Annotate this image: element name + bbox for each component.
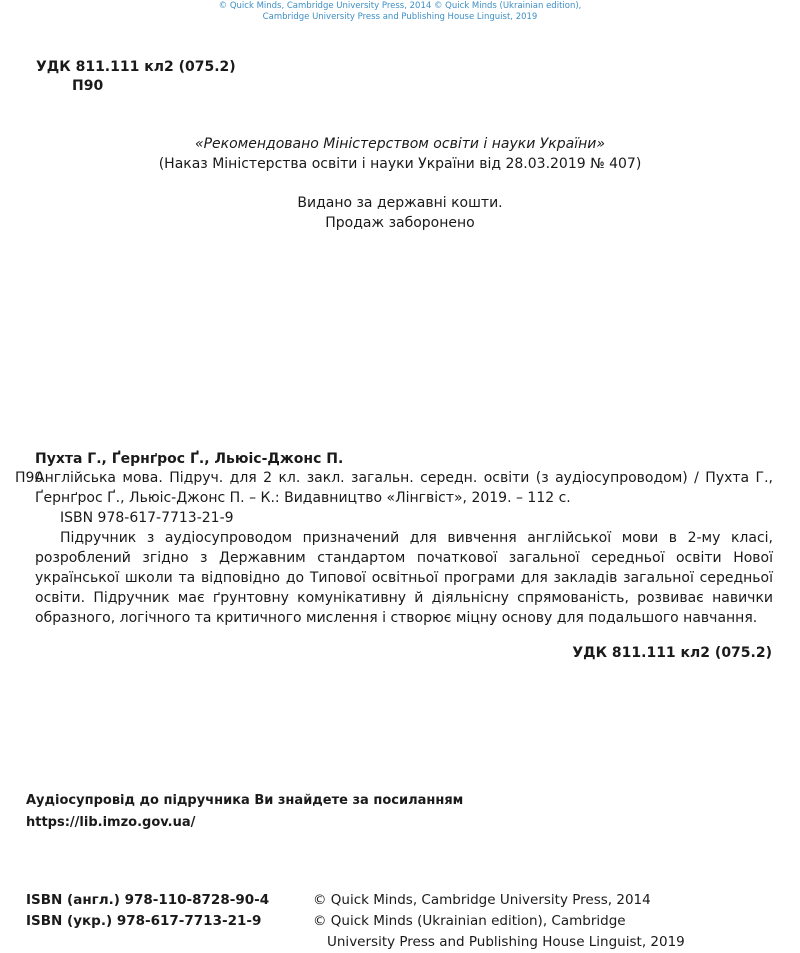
author-mark: П90 [15, 470, 44, 486]
recommendation-line: «Рекомендовано Міністерством освіти і науки України» [194, 136, 606, 152]
authors-heading: Пухта Г., Ґернґрос Ґ., Льюіс-Джонс П. [35, 451, 344, 467]
audio-label: Аудіосупровід до підручника Ви знайдете за посиланням [26, 793, 464, 808]
copyright-line2: © Quick Minds (Ukrainian edition), Cambridge [313, 913, 626, 929]
isbn-block [26, 890, 269, 932]
order-line: (Наказ Міністерства освіти і науки України від 28.03.2019 № 407) [158, 156, 642, 172]
audio-section [26, 790, 463, 834]
isbn-ukrainian: ISBN (укр.) 978-617-7713-21-9 [26, 913, 262, 929]
copyright-line3: University Press and Publishing House Linguist, 2019 [327, 934, 685, 950]
audio-link[interactable]: https://lib.imzo.gov.ua/ [26, 815, 196, 830]
funding-note [0, 193, 800, 233]
copyright-block [313, 890, 685, 953]
udk-code-bottom: УДК 811.111 кл2 (075.2) [572, 645, 772, 661]
bibliographic-entry [15, 468, 773, 508]
top-copyright [0, 1, 800, 23]
copyright-line1: © Quick Minds, Cambridge University Press, 2014 [313, 892, 651, 908]
ministry-recommendation [0, 134, 800, 174]
top-copyright-line1: © Quick Minds, Cambridge University Press, 2014 © Quick Minds (Ukrainian edition), [218, 1, 582, 11]
isbn-line: ISBN 978-617-7713-21-9 [60, 510, 234, 526]
bibliographic-text: Англійська мова. Підруч. для 2 кл. закл. загальн. середн. освіти (з аудіосупроводом) / Пухта Г., Ґернґрос Ґ., Льюіс-Джонс П. – К.: Видавництво «Лінгвіст», 2019. – 112 с. [35, 470, 773, 506]
isbn-english: ISBN (англ.) 978-110-8728-90-4 [26, 892, 270, 908]
sale-prohibited-line: Продаж заборонено [325, 215, 475, 231]
top-copyright-line2: Cambridge University Press and Publishing House Linguist, 2019 [262, 12, 538, 22]
funding-line: Видано за державні кошти. [297, 195, 503, 211]
abstract-paragraph: Підручник з аудіосупроводом призначений для вивчення англійської мови в 2-му класі, розроблений згідно з Державним стандартом початкової загальної середньої освіти Нової української школи та відповідно до Типової освітньої програми для закладів загальної середньої освіти. Підручник має ґрунтовну комунікативну й діяльнісну спрямованість, розвиває навички образного, логічного та критичного мислення і створює міцну основу для подальшого навчання. [35, 530, 773, 626]
udk-code-top: УДК 811.111 кл2 (075.2) [36, 59, 236, 75]
author-mark-top: П90 [72, 78, 104, 94]
